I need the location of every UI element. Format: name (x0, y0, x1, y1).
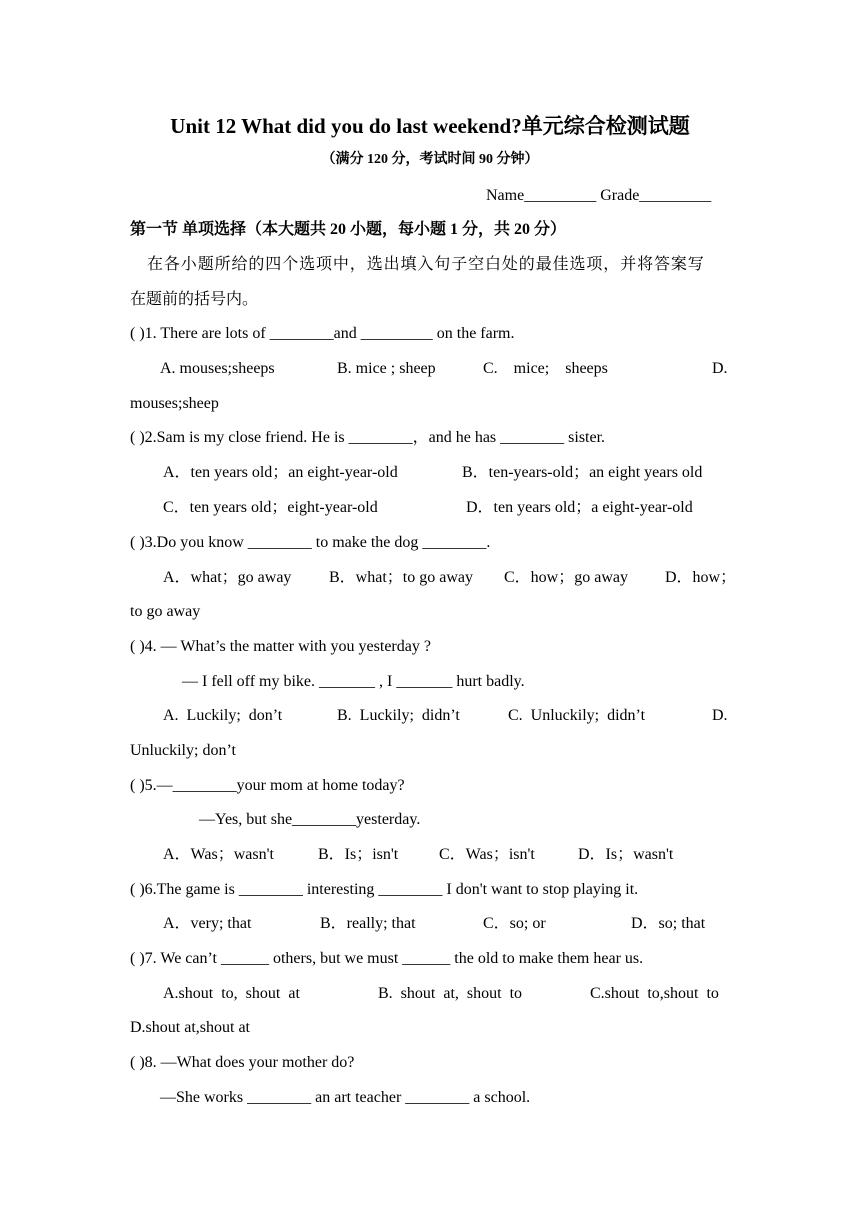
question-6-option-d: D．so; that (631, 915, 706, 932)
page-subtitle: （满分 120 分，考试时间 90 分钟） (321, 152, 539, 167)
question-2-option-c: C．ten years old；eight-year-old (163, 499, 378, 516)
question-1-option-d-cont: mouses;sheep (130, 395, 219, 412)
question-4-option-a: A. Luckily; don’t (163, 707, 283, 724)
question-1-stem: ( )1. There are lots of ________and _________ on the farm. (130, 325, 515, 342)
question-1-option-a: A. mouses;sheeps (160, 360, 275, 377)
question-3-option-b: B．what；to go away (329, 569, 473, 586)
question-1-option-c: C. mice; sheeps (483, 360, 608, 377)
question-7-option-d: D.shout at,shout at (130, 1019, 250, 1036)
question-7-option-c: C.shout to,shout to (590, 985, 719, 1002)
question-8-stem: ( )8. —What does your mother do? (130, 1054, 355, 1071)
question-3-option-d-cont: to go away (130, 603, 201, 620)
question-4-option-c: C. Unluckily; didn’t (508, 707, 646, 724)
question-2-stem: ( )2.Sam is my close friend. He is ________，and he has ________ sister. (130, 429, 606, 446)
question-6-option-b: B．really; that (320, 915, 416, 932)
instruction-line-2: 在题前的括号内。 (130, 291, 259, 308)
question-6-option-c: C．so; or (483, 915, 546, 932)
page-title: Unit 12 What did you do last weekend?单元综合检测试题 (170, 114, 690, 138)
question-5-line-2: —Yes, but she________yesterday. (199, 811, 421, 828)
question-4-stem: ( )4. — What’s the matter with you yesterday ? (130, 638, 431, 655)
section-heading: 第一节 单项选择（本大题共 20 小题，每小题 1 分，共 20 分） (130, 221, 567, 238)
question-6-stem: ( )6.The game is ________ interesting ________ I don't want to stop playing it. (130, 881, 639, 898)
question-7-stem: ( )7. We can’t ______ others, but we must ______ the old to make them hear us. (130, 950, 644, 967)
name-grade-line: Name_________ Grade_________ (486, 187, 712, 204)
question-5-stem: ( )5.—________your mom at home today? (130, 777, 405, 794)
question-7-option-b: B. shout at, shout to (378, 985, 523, 1002)
question-5-option-a: A．Was；wasn't (163, 846, 274, 863)
question-3-option-c: C．how；go away (504, 569, 628, 586)
question-2-option-a: A．ten years old；an eight-year-old (163, 464, 398, 481)
question-2-option-d: D．ten years old；a eight-year-old (466, 499, 693, 516)
question-5-option-d: D．Is；wasn't (578, 846, 674, 863)
question-8-line-2: —She works ________ an art teacher ________ a school. (160, 1089, 531, 1106)
question-5-option-c: C．Was；isn't (439, 846, 535, 863)
question-4-line-2: — I fell off my bike. _______ , I _______ hurt badly. (182, 673, 525, 690)
question-4-option-b: B. Luckily; didn’t (337, 707, 460, 724)
question-3-option-d: D．how； (665, 569, 737, 586)
question-5-option-b: B．Is；isn't (318, 846, 399, 863)
question-6-option-a: A．very; that (163, 915, 252, 932)
question-4-option-d-cont: Unluckily; don’t (130, 742, 236, 759)
question-7-option-a: A.shout to, shout at (163, 985, 300, 1002)
question-3-option-a: A．what；go away (163, 569, 292, 586)
question-2-option-b: B．ten-years-old；an eight years old (462, 464, 703, 481)
question-1-option-b: B. mice ; sheep (337, 360, 436, 377)
question-1-option-d: D. (712, 360, 728, 377)
question-4-option-d: D. (712, 707, 728, 724)
question-3-stem: ( )3.Do you know ________ to make the dog ________. (130, 534, 491, 551)
instruction-line-1: 在各小题所给的四个选项中，选出填入句子空白处的最佳选项，并将答案写 (147, 256, 705, 273)
